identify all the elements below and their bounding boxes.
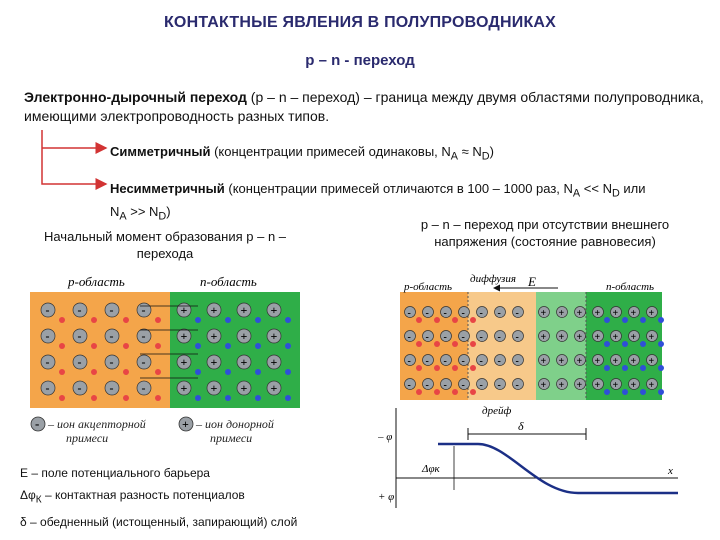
hole [434, 341, 440, 347]
asym-text: (концентрации примесей отличаются в 100 – 1000 раз, N [224, 181, 573, 196]
electron [285, 317, 291, 323]
symmetric-type [110, 144, 494, 163]
definition-term: Электронно-дырочный переход [24, 89, 247, 105]
ion-sign: - [77, 329, 82, 343]
symmetric-approx: ≈ N [458, 144, 482, 159]
left-caption: Начальный момент образования p – n – перехода [43, 229, 287, 261]
electron [604, 341, 610, 347]
hole [434, 317, 440, 323]
ion-sign: - [425, 308, 429, 319]
ion-sign: + [180, 303, 188, 317]
hole [123, 317, 129, 323]
acceptor-legend-line2: примеси [66, 431, 109, 445]
ion-sign: + [630, 356, 637, 367]
ion-sign: + [594, 308, 601, 319]
ion-sign: + [576, 356, 583, 367]
electron [604, 389, 610, 395]
hole [155, 395, 161, 401]
ion-sign: - [45, 381, 50, 395]
electron [255, 343, 261, 349]
hole [452, 317, 458, 323]
ion-sign: + [648, 332, 655, 343]
ion-sign: - [461, 380, 465, 391]
ion-sign: + [180, 355, 188, 369]
ion-sign: + [648, 380, 655, 391]
donor-legend-line1: – ион донорной [196, 417, 274, 431]
ion-sign: - [109, 303, 114, 317]
electron [195, 343, 201, 349]
hole [91, 369, 97, 375]
ion-sign: + [540, 356, 547, 367]
page-title: КОНТАКТНЫЕ ЯВЛЕНИЯ В ПОЛУПРОВОДНИКАХ [163, 14, 557, 31]
note-dphi-sub: К [35, 494, 42, 506]
ion-sign: - [443, 356, 447, 367]
ion-sign: + [240, 329, 248, 343]
definition-paragraph [24, 88, 704, 126]
hole [59, 395, 65, 401]
ion-sign: + [270, 381, 278, 395]
electron [622, 341, 628, 347]
note-dphi-rest: – контактная разность потенциалов [41, 488, 245, 502]
electron [622, 317, 628, 323]
electron [285, 369, 291, 375]
ion-sign: + [240, 303, 248, 317]
note-contact-potential [20, 484, 297, 511]
ion-sign: - [77, 381, 82, 395]
hole [59, 343, 65, 349]
ion-sign: - [479, 380, 483, 391]
hole [155, 317, 161, 323]
x-axis-label: x [668, 465, 673, 477]
acceptor-legend-line1: – ион акцепторной [48, 417, 146, 431]
hole [155, 369, 161, 375]
hole [470, 317, 476, 323]
electron [622, 365, 628, 371]
ion-sign: - [109, 381, 114, 395]
phi-plus-label: + φ [378, 491, 395, 503]
ion-sign: + [576, 308, 583, 319]
electron [225, 343, 231, 349]
ion-sign: + [612, 356, 619, 367]
ion-sign: + [180, 381, 188, 395]
ion-sign: - [497, 380, 501, 391]
ion-sign: + [540, 380, 547, 391]
potential-curve [438, 444, 678, 493]
ion-sign: - [141, 329, 146, 343]
electron [255, 317, 261, 323]
ion-sign: - [461, 332, 465, 343]
note-dphi: Δφ [20, 488, 36, 502]
ion-sign: - [443, 308, 447, 319]
asym-n: N [110, 203, 120, 219]
ion-sign: + [558, 308, 565, 319]
acceptor-legend [48, 417, 146, 445]
hole [59, 317, 65, 323]
ion-sign: - [443, 332, 447, 343]
ion-sign: + [594, 380, 601, 391]
acceptor-legend-sign: - [35, 416, 40, 431]
symmetric-end: ) [489, 144, 494, 159]
hole [416, 317, 422, 323]
symmetric-term: Симметричный [110, 144, 211, 159]
note-depletion: δ – обедненный (истощенный, запирающий) слой [20, 515, 298, 530]
p-label: p-область [404, 281, 453, 293]
ion-sign: + [558, 332, 565, 343]
ion-sign: + [558, 356, 565, 367]
ion-sign: - [45, 355, 50, 369]
ion-sign: - [425, 332, 429, 343]
ion-sign: + [630, 332, 637, 343]
ion-sign: - [109, 329, 114, 343]
ion-sign: + [630, 308, 637, 319]
ion-sign: + [270, 303, 278, 317]
ion-sign: + [594, 356, 601, 367]
asym-or: или [619, 181, 646, 196]
hole [155, 343, 161, 349]
ion-sign: - [141, 303, 146, 317]
right-caption: p – n – переход при отсутствии внешнего напряжения (состояние равновесия) [420, 217, 670, 249]
ion-sign: - [45, 329, 50, 343]
ion-sign: - [141, 381, 146, 395]
ion-sign: - [407, 380, 411, 391]
ion-sign: - [479, 308, 483, 319]
ion-sign: + [612, 380, 619, 391]
hole [470, 341, 476, 347]
ion-sign: - [407, 308, 411, 319]
ion-sign: + [612, 308, 619, 319]
donor-legend-sign: + [182, 417, 189, 431]
sub-d: D [158, 210, 167, 223]
definition-text: (p – n – переход) – граница между двумя областями полупроводника, имеющими электропроводность разных типов. [24, 89, 704, 124]
hole [91, 343, 97, 349]
electron [658, 365, 664, 371]
n-label: n-область [606, 281, 655, 293]
ion-sign: - [497, 332, 501, 343]
hole [470, 365, 476, 371]
ion-sign: - [425, 380, 429, 391]
asym-gt: >> N [126, 203, 159, 219]
ion-sign: - [497, 356, 501, 367]
ion-sign: - [141, 355, 146, 369]
hole [123, 395, 129, 401]
ion-sign: + [612, 332, 619, 343]
asym-lt: << N [580, 181, 612, 196]
hole [123, 343, 129, 349]
ion-sign: - [425, 356, 429, 367]
ion-sign: + [210, 303, 218, 317]
hole [434, 365, 440, 371]
ion-sign: - [479, 356, 483, 367]
hole [91, 317, 97, 323]
symmetric-text: (концентрации примесей одинаковы, N [210, 144, 451, 159]
electron [225, 369, 231, 375]
electron [658, 317, 664, 323]
dphi-label: Δφк [422, 463, 440, 475]
ion-sign: + [576, 380, 583, 391]
ion-sign: + [648, 356, 655, 367]
ion-sign: - [407, 332, 411, 343]
hole [416, 341, 422, 347]
ion-sign: + [270, 329, 278, 343]
ion-sign: - [45, 303, 50, 317]
ion-sign: + [540, 332, 547, 343]
hole [452, 341, 458, 347]
hole [470, 389, 476, 395]
electron [195, 317, 201, 323]
electron [255, 395, 261, 401]
hole [416, 365, 422, 371]
ion-sign: - [515, 380, 519, 391]
ion-sign: - [497, 308, 501, 319]
ion-sign: + [576, 332, 583, 343]
ion-sign: + [630, 380, 637, 391]
ion-sign: + [270, 355, 278, 369]
diffusion-label: диффузия [470, 273, 516, 285]
electron [622, 389, 628, 395]
drift-label: дрейф [482, 405, 512, 417]
ion-sign: - [479, 332, 483, 343]
donor-legend-line2: примеси [210, 431, 253, 445]
ion-sign: - [109, 355, 114, 369]
n-label: n-область [200, 274, 257, 289]
electron [604, 365, 610, 371]
p-label: p-область [68, 274, 125, 289]
hole [59, 369, 65, 375]
ion-sign: + [648, 308, 655, 319]
ion-sign: - [77, 355, 82, 369]
ion-sign: + [180, 329, 188, 343]
legend-notes [20, 462, 297, 533]
phi-minus-label: – φ [378, 431, 393, 443]
electron [658, 341, 664, 347]
sub-a: A [119, 210, 127, 223]
hole [123, 369, 129, 375]
hole [416, 389, 422, 395]
electron [640, 389, 646, 395]
ion-sign: + [210, 355, 218, 369]
electron [195, 369, 201, 375]
ion-sign: - [407, 356, 411, 367]
ion-sign: - [515, 308, 519, 319]
page-subtitle: p – n - переход [305, 52, 415, 69]
ion-sign: + [558, 380, 565, 391]
electron [640, 365, 646, 371]
sub-d: D [481, 150, 490, 163]
classification-arrows [30, 128, 120, 192]
ion-sign: - [461, 356, 465, 367]
sub-a: A [572, 187, 581, 200]
hole [452, 365, 458, 371]
asym-term: Несимметричный [110, 181, 225, 196]
sub-a: A [450, 150, 459, 163]
donor-legend [196, 417, 274, 445]
electron [604, 317, 610, 323]
ion-sign: + [210, 381, 218, 395]
electron [225, 395, 231, 401]
electron [640, 317, 646, 323]
note-field: Е – поле потенциального барьера [20, 466, 210, 480]
sub-d: D [611, 187, 620, 200]
ion-sign: + [540, 308, 547, 319]
field-label: E [528, 274, 536, 289]
electron [658, 389, 664, 395]
right-diagram [378, 268, 708, 518]
ion-sign: - [461, 308, 465, 319]
electron [285, 395, 291, 401]
ion-sign: - [443, 380, 447, 391]
ion-sign: + [240, 355, 248, 369]
electron [195, 395, 201, 401]
asym-end: ) [166, 203, 171, 219]
electron [225, 317, 231, 323]
electron [255, 369, 261, 375]
ion-sign: + [240, 381, 248, 395]
hole [434, 389, 440, 395]
ion-sign: + [594, 332, 601, 343]
hole [452, 389, 458, 395]
ion-sign: - [515, 356, 519, 367]
electron [285, 343, 291, 349]
ion-sign: + [210, 329, 218, 343]
delta-label: δ [518, 419, 524, 433]
electron [640, 341, 646, 347]
ion-sign: - [515, 332, 519, 343]
hole [91, 395, 97, 401]
ion-sign: - [77, 303, 82, 317]
